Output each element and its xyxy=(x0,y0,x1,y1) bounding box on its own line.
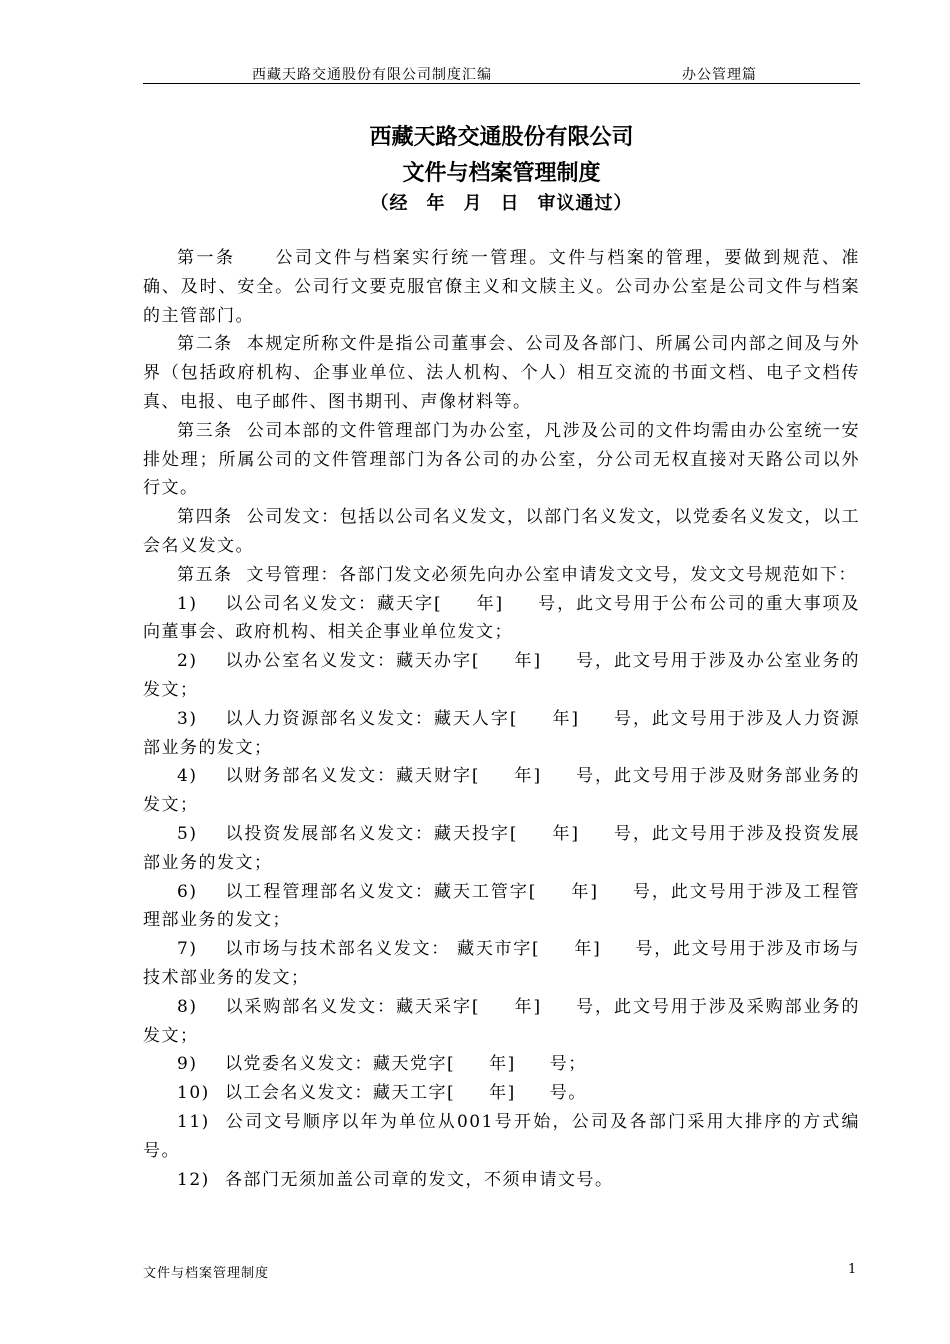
article-text: 公司文件与档案实行统一管理。文件与档案的管理，要做到规范、准确、及时、安全。公司行文要克服官僚主义和文牍主义。公司办公室是公司文件与档案的主管部门。 xyxy=(143,248,860,326)
document-body xyxy=(143,244,860,1194)
footer-document-title: 文件与档案管理制度 xyxy=(143,1266,270,1281)
item-prefix: 以工会名义发文：藏天工字[ xyxy=(225,1083,456,1104)
item-suffix: 号。 xyxy=(549,1083,587,1104)
item-prefix: 以采购部名义发文：藏天采字[ xyxy=(225,996,481,1017)
article-1 xyxy=(143,244,860,330)
item-prefix: 以市场与技术部名义发文： 藏天市字[ xyxy=(225,939,541,960)
item-number: 1) xyxy=(177,593,198,614)
list-item xyxy=(143,935,860,993)
item-suffix: 号； xyxy=(549,1054,587,1075)
article-text: 文号管理：各部门发文必须先向办公室申请发文文号，发文文号规范如下： xyxy=(246,564,857,585)
item-prefix: 以财务部名义发文：藏天财字[ xyxy=(225,766,481,787)
company-title: 西藏天路交通股份有限公司 xyxy=(369,124,634,150)
item-number: 5) xyxy=(177,823,198,844)
list-item xyxy=(143,1079,860,1108)
item-text: 公司文号顺序以年为单位从001号开始，公司及各部门采用大排序的方式编号。 xyxy=(143,1111,860,1161)
list-item xyxy=(143,590,860,648)
article-label: 第三条 xyxy=(177,420,233,441)
article-label: 第五条 xyxy=(177,564,233,585)
item-prefix: 以投资发展部名义发文：藏天投字[ xyxy=(225,823,518,844)
item-number: 2) xyxy=(177,651,198,672)
item-suffix: 号，此文号用于公布公司的重大事项及向董事会、政府机构、相关企事业单位发文； xyxy=(143,593,860,643)
item-year: 年] xyxy=(551,823,580,844)
item-number: 3) xyxy=(177,708,198,729)
approval-year: 年 xyxy=(426,193,446,214)
article-label: 第四条 xyxy=(177,507,233,528)
item-suffix: 号，此文号用于涉及市场与技术部业务的发文； xyxy=(143,939,860,988)
item-prefix: 以人力资源部名义发文：藏天人字[ xyxy=(225,708,518,729)
item-number: 9) xyxy=(177,1054,198,1075)
item-year: 年] xyxy=(476,593,504,614)
item-suffix: 号，此文号用于涉及投资发展部业务的发文； xyxy=(143,823,861,873)
item-number: 8) xyxy=(177,996,198,1017)
item-year: 年] xyxy=(514,766,542,787)
item-prefix: 以办公室名义发文：藏天办字[ xyxy=(225,651,481,672)
approval-day: 日 xyxy=(500,193,520,214)
list-item xyxy=(143,705,860,763)
list-item xyxy=(143,993,860,1051)
article-4 xyxy=(143,503,860,561)
list-item xyxy=(143,878,860,936)
item-suffix: 号，此文号用于涉及办公室业务的发文； xyxy=(143,651,861,700)
item-year: 年] xyxy=(489,1083,516,1104)
item-year: 年] xyxy=(489,1054,516,1075)
item-number: 4) xyxy=(177,766,198,787)
item-number: 7) xyxy=(177,939,198,960)
item-year: 年] xyxy=(514,651,542,672)
item-suffix: 号，此文号用于涉及财务部业务的发文； xyxy=(143,766,861,816)
list-item xyxy=(143,1050,860,1079)
list-item xyxy=(143,1108,860,1166)
article-text: 本规定所称文件是指公司董事会、公司及各部门、所属公司内部之间及与外界（包括政府机构、企事业单位、法人机构、个人）相互交流的书面文档、电子文档传真、电报、电子邮件、图书期刊、声像材料等。 xyxy=(143,334,861,412)
item-prefix: 以工程管理部名义发文：藏天工管字[ xyxy=(225,881,537,902)
article-text: 公司本部的文件管理部门为办公室，凡涉及公司的文件均需由办公室统一安排处理；所属公司的文件管理部门为各公司的办公室，分公司无权直接对天路公司以外行文。 xyxy=(143,420,861,499)
list-item xyxy=(143,1166,860,1195)
item-suffix: 号，此文号用于涉及采购部业务的发文； xyxy=(143,996,861,1046)
approval-month: 月 xyxy=(463,193,483,214)
item-suffix: 号，此文号用于涉及工程管理部业务的发文； xyxy=(143,881,861,931)
document-title: 文件与档案管理制度 xyxy=(402,160,601,186)
article-3 xyxy=(143,417,860,503)
item-prefix: 以党委名义发文：藏天党字[ xyxy=(225,1054,456,1075)
item-year: 年] xyxy=(514,996,542,1017)
item-year: 年] xyxy=(574,939,602,960)
article-5 xyxy=(143,561,860,590)
item-text: 各部门无须加盖公司章的发文，不须申请文号。 xyxy=(225,1169,614,1190)
item-number: 10) xyxy=(177,1083,210,1104)
list-item xyxy=(143,820,860,878)
item-number: 11) xyxy=(177,1111,210,1132)
article-label: 第一条 xyxy=(177,248,236,268)
page-number: 1 xyxy=(848,1262,857,1277)
list-item xyxy=(143,647,860,705)
item-number: 6) xyxy=(177,881,198,902)
article-2 xyxy=(143,330,860,416)
header-company-title: 西藏天路交通股份有限公司制度汇编 xyxy=(252,67,492,83)
article-text: 公司发文：包括以公司名义发文，以部门名义发文，以党委名义发文，以工会名义发文。 xyxy=(143,507,861,556)
item-year: 年] xyxy=(551,708,580,729)
header-section-title: 办公管理篇 xyxy=(682,67,757,83)
approval-open: （经 xyxy=(370,193,409,214)
item-prefix: 以公司名义发文：藏天字[ xyxy=(225,593,443,614)
list-item xyxy=(143,762,860,820)
item-year: 年] xyxy=(570,881,599,902)
header-rule xyxy=(143,83,860,84)
approval-passed: 审议通过） xyxy=(537,193,633,214)
article-label: 第二条 xyxy=(177,334,233,355)
approval-note xyxy=(143,189,860,215)
item-number: 12) xyxy=(177,1169,210,1190)
item-suffix: 号，此文号用于涉及人力资源部业务的发文； xyxy=(143,708,861,758)
